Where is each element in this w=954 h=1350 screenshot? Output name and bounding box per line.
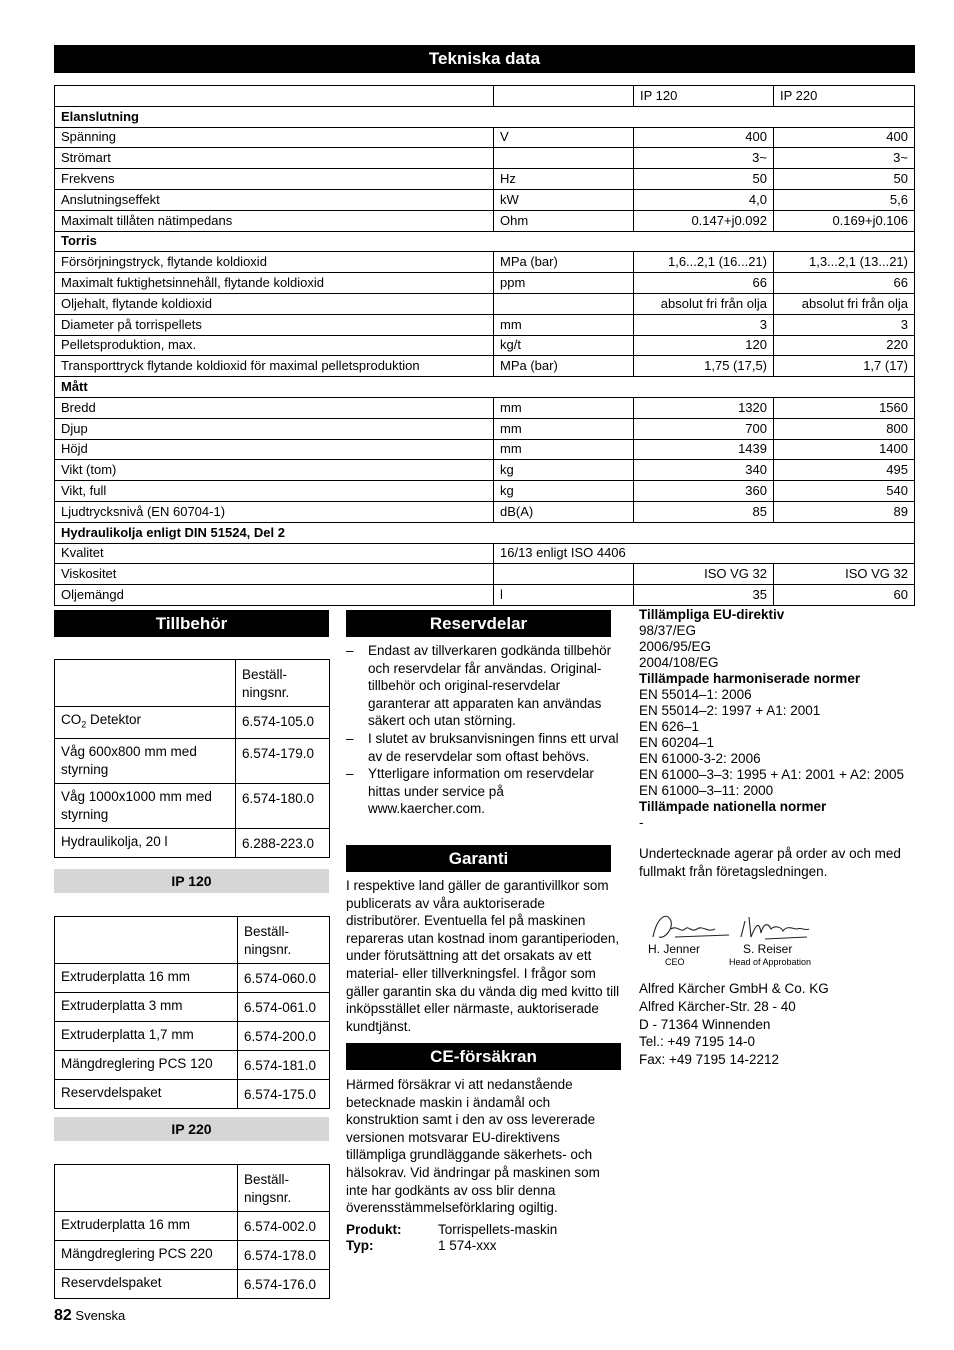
row-value-ip120: 4,0 (634, 189, 774, 210)
norm-item: EN 61000–3–3: 1995 + A1: 2001 + A2: 2005 (639, 767, 904, 782)
row-unit: mm (494, 314, 634, 335)
table-row (55, 148, 915, 169)
table-row (55, 543, 915, 564)
norm-item: EN 626–1 (639, 719, 700, 734)
item-name: Hydraulikolja, 20 l (55, 828, 236, 857)
row-value-ip220: 1,7 (17) (774, 356, 915, 377)
row-label: Maximalt tillåten nätimpedans (55, 210, 494, 231)
row-unit: kW (494, 189, 634, 210)
table-row (55, 1080, 330, 1109)
row-label: Spänning (55, 127, 494, 148)
norm-item: EN 55014–1: 2006 (639, 687, 752, 702)
row-label: Anslutningseffekt (55, 189, 494, 210)
row-value-ip120: 700 (634, 418, 774, 439)
row-value-ip120: 66 (634, 273, 774, 294)
item-name: Extruderplatta 16 mm (55, 1212, 238, 1241)
row-value-ip220: 540 (774, 481, 915, 502)
row-value-ip120: 0.147+j0.092 (634, 210, 774, 231)
signature-jenner (645, 907, 735, 947)
signature-reiser (737, 907, 812, 947)
row-value-ip220: 50 (774, 169, 915, 190)
item-name: Extruderplatta 1,7 mm (55, 1022, 238, 1051)
row-value-ip220: 1,3...2,1 (13...21) (774, 252, 915, 273)
item-name: Reservdelspaket (55, 1270, 238, 1299)
norm-item: EN 55014–2: 1997 + A1: 2001 (639, 703, 821, 718)
table-row (55, 439, 915, 460)
accessories-table (54, 659, 330, 858)
ip120-title: IP 120 (54, 869, 329, 893)
eu-declaration (639, 607, 919, 880)
type-value: 1 574-xxx (438, 1237, 497, 1253)
list-item: – Ytterligare information om reservdelar hittas under service på www.kaercher.com. (346, 765, 621, 818)
row-label: Diameter på torrispellets (55, 314, 494, 335)
item-order-number: 6.574-175.0 (238, 1080, 330, 1109)
row-unit: kg/t (494, 335, 634, 356)
row-value-ip220: 0.169+j0.106 (774, 210, 915, 231)
row-unit: mm (494, 418, 634, 439)
row-unit: ppm (494, 273, 634, 294)
row-label: Pelletsproduktion, max. (55, 335, 494, 356)
product-value: Torrispellets-maskin (438, 1221, 558, 1237)
row-label: Oljehalt, flytande koldioxid (55, 293, 494, 314)
list-item: – Endast av tillverkaren godkända tillbehör och reservdelar får användas. Original-tillbehör och original-reservdelar garanterar att apparaten kan användas säkert och utan störning. (346, 642, 621, 730)
table-row (55, 189, 915, 210)
row-unit: Ohm (494, 210, 634, 231)
row-unit: MPa (bar) (494, 356, 634, 377)
table-row (55, 356, 915, 377)
table-header-row (55, 917, 330, 964)
row-unit: mm (494, 397, 634, 418)
row-unit (494, 564, 634, 585)
table-header-row (55, 1165, 330, 1212)
row-unit: kg (494, 460, 634, 481)
ce-text (346, 1076, 621, 1254)
item-name: Våg 600x800 mm med styrning (55, 738, 236, 783)
row-value-ip220: 89 (774, 501, 915, 522)
norm-item: EN 61000–3–11: 2000 (639, 783, 774, 798)
row-value-ip120: 340 (634, 460, 774, 481)
row-value-ip220: 3~ (774, 148, 915, 169)
item-name: Våg 1000x1000 mm med styrning (55, 783, 236, 828)
row-unit: dB(A) (494, 501, 634, 522)
row-unit: Hz (494, 169, 634, 190)
table-row (55, 964, 330, 993)
sig1-name: H. Jenner (648, 942, 701, 956)
table-row (55, 1241, 330, 1270)
order-number-header: Beställ- ningsnr. (236, 660, 330, 707)
item-order-number: 6.574-200.0 (238, 1022, 330, 1051)
row-value-ip120: 360 (634, 481, 774, 502)
item-order-number: 6.574-181.0 (238, 1051, 330, 1080)
ce-title: CE-försäkran (346, 1043, 621, 1070)
row-unit (494, 148, 634, 169)
item-order-number: 6.574-105.0 (236, 707, 330, 739)
row-value-ip120: 1439 (634, 439, 774, 460)
table-row (55, 1051, 330, 1080)
table-row (55, 335, 915, 356)
signed-text: Undertecknade agerar på order av och med fullmakt från företagsledningen. (639, 846, 901, 879)
row-value-ip120: 35 (634, 585, 774, 606)
row-label: Maximalt fuktighetsinnehåll, flytande koldioxid (55, 273, 494, 294)
section-label: Hydraulikolja enligt DIN 51524, Del 2 (55, 522, 915, 543)
norms-title: Tillämpade harmoniserade normer (639, 671, 861, 686)
table-row (55, 828, 330, 857)
item-name: Extruderplatta 3 mm (55, 993, 238, 1022)
row-value-ip220: 800 (774, 418, 915, 439)
sig1-role: CEO (665, 957, 685, 967)
table-section-row (55, 522, 915, 543)
row-unit: kg (494, 481, 634, 502)
item-order-number: 6.574-176.0 (238, 1270, 330, 1299)
table-section-row (55, 106, 915, 127)
row-value-ip120: 3 (634, 314, 774, 335)
row-value-ip120: absolut fri från olja (634, 293, 774, 314)
row-label: Viskositet (55, 564, 494, 585)
order-number-header: Beställ- ningsnr. (238, 1165, 330, 1212)
header-ip220: IP 220 (774, 86, 915, 107)
table-row (55, 738, 330, 783)
row-value-ip120: 1,75 (17,5) (634, 356, 774, 377)
table-row (55, 1212, 330, 1241)
row-value-ip220: 3 (774, 314, 915, 335)
table-row (55, 481, 915, 502)
table-row (55, 460, 915, 481)
item-order-number: 6.574-060.0 (238, 964, 330, 993)
table-row (55, 127, 915, 148)
row-value-ip220: 66 (774, 273, 915, 294)
row-unit: mm (494, 439, 634, 460)
page-title: Tekniska data (54, 45, 915, 73)
table-row (55, 501, 915, 522)
item-order-number: 6.574-061.0 (238, 993, 330, 1022)
table-row (55, 169, 915, 190)
directive-item: 2006/95/EG (639, 639, 712, 654)
item-name: Mängdreglering PCS 120 (55, 1051, 238, 1080)
row-value-ip120: 3~ (634, 148, 774, 169)
row-unit: V (494, 127, 634, 148)
spare-parts-list (346, 642, 621, 818)
warranty-paragraph: I respektive land gäller de garantivillkor som publicerats av våra auktoriserade distributörer. Eventuella fel på maskinen repareras utan kostnad inom garantiperioden, under förutsättning att det orsakats av ett material- eller tillverkningsfel. I frågor som gäller garantin ska du vända dig med kvitto till inköpsstället eller närmaste, auktoriserade kundtjänst. (346, 878, 620, 1034)
row-label: Kvalitet (55, 543, 494, 564)
row-value-ip220: absolut fri från olja (774, 293, 915, 314)
order-number-header: Beställ- ningsnr. (238, 917, 330, 964)
ip220-title: IP 220 (54, 1117, 329, 1141)
directives-title: Tillämpliga EU-direktiv (639, 607, 785, 622)
company-address (639, 980, 919, 1069)
signature-block (639, 905, 839, 970)
item-order-number: 6.574-178.0 (238, 1241, 330, 1270)
row-value-ip120: 85 (634, 501, 774, 522)
warranty-text (346, 877, 621, 1035)
address-line: Alfred Kärcher-Str. 28 - 40 (639, 998, 796, 1014)
row-value-ip120: 400 (634, 127, 774, 148)
directive-item: 2004/108/EG (639, 655, 719, 670)
row-label: Vikt (tom) (55, 460, 494, 481)
row-label: Vikt, full (55, 481, 494, 502)
sig2-role: Head of Approbation (729, 957, 812, 967)
table-row (55, 293, 915, 314)
row-label: Djup (55, 418, 494, 439)
table-row (55, 273, 915, 294)
list-item: – I slutet av bruksanvisningen finns ett urval av de reservdelar som oftast behövs. (346, 730, 621, 765)
language-label: Svenska (75, 1308, 126, 1323)
item-order-number: 6.574-179.0 (236, 738, 330, 783)
row-value-ip220: ISO VG 32 (774, 564, 915, 585)
address-line: Fax: +49 7195 14-2212 (639, 1052, 779, 1068)
row-value-ip220: 400 (774, 127, 915, 148)
item-order-number: 6.574-002.0 (238, 1212, 330, 1241)
accessories-title: Tillbehör (54, 610, 329, 637)
national-title: Tillämpade nationella normer (639, 799, 827, 814)
page-footer (54, 1307, 125, 1325)
sig2-name: S. Reiser (743, 942, 793, 956)
table-row (55, 252, 915, 273)
row-value-ip220: 220 (774, 335, 915, 356)
row-label: Höjd (55, 439, 494, 460)
header-ip120: IP 120 (634, 86, 774, 107)
section-label: Elanslutning (55, 106, 915, 127)
table-header-row (55, 660, 330, 707)
table-row (55, 707, 330, 739)
norm-item: EN 60204–1 (639, 735, 715, 750)
row-value-ip120: 1320 (634, 397, 774, 418)
address-line: Alfred Kärcher GmbH & Co. KG (639, 981, 829, 996)
row-value-ip120: 50 (634, 169, 774, 190)
directive-item: 98/37/EG (639, 623, 697, 638)
row-label: Försörjningstryck, flytande koldioxid (55, 252, 494, 273)
row-value: 16/13 enligt ISO 4406 (494, 543, 915, 564)
table-row (55, 1270, 330, 1299)
technical-data-table (54, 85, 915, 606)
row-label: Oljemängd (55, 585, 494, 606)
section-label: Torris (55, 231, 915, 252)
table-row (55, 585, 915, 606)
table-section-row (55, 377, 915, 398)
item-name: Extruderplatta 16 mm (55, 964, 238, 993)
item-order-number: 6.288-223.0 (236, 828, 330, 857)
spare-parts-title: Reservdelar (346, 610, 611, 637)
row-value-ip220: 495 (774, 460, 915, 481)
norm-item: EN 61000-3-2: 2006 (639, 751, 761, 766)
item-name: Mängdreglering PCS 220 (55, 1241, 238, 1270)
ce-paragraph: Härmed försäkrar vi att nedanstående betecknade maskin i ändamål och konstruktion samt i den av oss levererade versionen motsvarar EU-direktivens tillämpliga grundläggande säkerhets- och hälsokrav. Vid ändringar på maskinen som inte har godkänts av oss blir denna överensstämmelseförklaring ogiltig. (346, 1077, 600, 1216)
table-row (55, 397, 915, 418)
row-value-ip220: 60 (774, 585, 915, 606)
national-norms: - (639, 815, 644, 830)
row-label: Transporttryck flytande koldioxid för maximal pelletsproduktion (55, 356, 494, 377)
row-value-ip220: 1400 (774, 439, 915, 460)
row-label: Ljudtrycksnivå (EN 60704-1) (55, 501, 494, 522)
table-section-row (55, 231, 915, 252)
row-unit: MPa (bar) (494, 252, 634, 273)
table-row (55, 564, 915, 585)
item-order-number: 6.574-180.0 (236, 783, 330, 828)
table-row (55, 210, 915, 231)
row-value-ip220: 1560 (774, 397, 915, 418)
warranty-title: Garanti (346, 845, 611, 872)
row-label: Bredd (55, 397, 494, 418)
table-row (55, 993, 330, 1022)
row-value-ip120: 120 (634, 335, 774, 356)
table-header-row (55, 86, 915, 107)
address-line: Tel.: +49 7195 14-0 (639, 1034, 755, 1050)
section-label: Mått (55, 377, 915, 398)
row-value-ip220: 5,6 (774, 189, 915, 210)
table-row (55, 783, 330, 828)
page-number: 82 (54, 1307, 72, 1324)
row-unit (494, 293, 634, 314)
address-line: D - 71364 Winnenden (639, 1016, 771, 1032)
item-name: $CO_2$ Detektor (55, 707, 236, 739)
type-label: Typ: (346, 1237, 374, 1253)
ip220-table (54, 1164, 330, 1299)
ip120-table (54, 916, 330, 1109)
table-row (55, 1022, 330, 1051)
row-label: Strömart (55, 148, 494, 169)
table-row (55, 418, 915, 439)
row-unit: l (494, 585, 634, 606)
table-row (55, 314, 915, 335)
item-name: Reservdelspaket (55, 1080, 238, 1109)
product-label: Produkt: (346, 1221, 402, 1237)
row-value-ip120: 1,6...2,1 (16...21) (634, 252, 774, 273)
row-label: Frekvens (55, 169, 494, 190)
row-value-ip120: ISO VG 32 (634, 564, 774, 585)
